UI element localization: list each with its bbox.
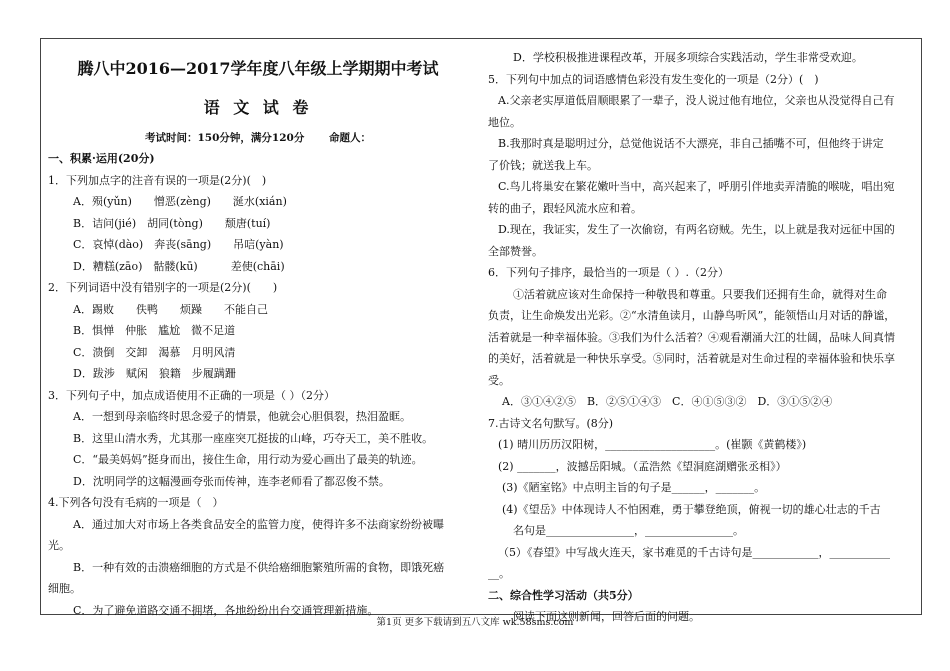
text-line: A．殒(yǔn) 憎恶(zèng) 涎水(xián) (73, 195, 287, 208)
text-line: ①活着就应该对生命保持一种敬畏和尊重。只要我们还拥有生命，就得对生命 (513, 287, 887, 301)
text-line: 名句是________________，________________。 (513, 524, 744, 537)
text-line: __。 (488, 567, 510, 580)
text-line: 阅读下面这则新闻，回答后面的问题。 (513, 610, 700, 623)
text-line: 受。 (488, 373, 510, 387)
text-line: B．诘问(jié) 胡同(tòng) 颓唐(tuí) (73, 216, 271, 230)
text-line: D．沈明同学的这幅漫画夸张而传神，连李老师看了都忍俊不禁。 (73, 474, 390, 488)
text-line: A．一想到母亲临终时思念爱子的情景，他就会心胆俱裂，热泪盈眶。 (73, 410, 411, 423)
text-line: A．③①④②⑤ B．②⑤①④③ C．④①⑤③② D．③①⑤②④ (502, 395, 833, 408)
text-line: A．踢败 佚鸭 烦躁 不能自己 (73, 302, 268, 316)
text-line: B．这里山清水秀，尤其那一座座突兀挺拔的山峰，巧夺天工，美不胜收。 (73, 431, 434, 445)
text-line: (4)《望岳》中体现诗人不怕困难，勇于攀登绝顶，俯视一切的雄心壮志的千古 (502, 502, 881, 516)
text-line: A.父亲老实厚道低眉顺眼累了一辈子，没人说过他有地位，父亲也从没觉得自己有 (498, 94, 895, 107)
right-column (488, 47, 908, 628)
text-line: 7.古诗文名句默写。(8分) (488, 416, 614, 430)
text-line: C．溃倒 交卸 渴慕 月明风清 (73, 345, 236, 359)
text-line: D．糟糕(zāo) 骷髅(kū) 差使(chāi) (73, 259, 285, 273)
text-line: 负责，让生命焕发出光彩。②“水清鱼读月，山静鸟听风”，能领悟山月对话的静谧， (488, 309, 896, 322)
text-line: D．跋涉 赋闲 狼籍 步履蹒跚 (73, 367, 236, 380)
text-line: A．通过加大对市场上各类食品安全的监管力度，使得许多不法商家纷纷被曝 (73, 517, 444, 531)
text-line: (3)《陋室铭》中点明主旨的句子是______，_______。 (502, 481, 766, 494)
exam-title: 腾八中2016—2017学年度八年级上学期期中考试 (77, 59, 439, 78)
text-line: D．学校积极推进课程改革，开展多项综合实践活动，学生非常受欢迎。 (513, 51, 863, 64)
text-line: D.现在，我证实，发生了一次偷窃，有两名窃贼。先生，以上就是我对远征中国的 (498, 223, 895, 236)
text-line: (1) 晴川历历汉阳树，____________________。(崔颢《黄鹤楼》) (498, 438, 807, 451)
text-line: C．为了避免道路交通不拥堵，各地纷纷出台交通管理新措施。 (73, 603, 379, 617)
text-line: 4.下列各句没有毛病的一项是（ ） (48, 496, 224, 509)
text-line: 全部赞誉。 (488, 244, 543, 258)
left-column (48, 148, 468, 621)
text-line: B．一种有效的击溃癌细胞的方式是不供给癌细胞繁殖所需的食物，即饿死癌 (73, 560, 445, 574)
text-line: 5．下列句中加点的词语感情色彩没有发生变化的一项是（2分）( ) (488, 72, 819, 86)
text-line: 光。 (48, 539, 70, 552)
text-line: 地位。 (488, 115, 521, 129)
text-line: (2) _______，波撼岳阳城。（孟浩然《望洞庭湖赠张丞相》） (498, 459, 787, 473)
exam-subtitle: 语 文 试 卷 (203, 98, 313, 117)
text-line: B.我那时真是聪明过分，总觉他说话不大漂亮，非自己插嘴不可，但他终于讲定 (498, 137, 884, 150)
text-line: 活着就是一种幸福体验。③我们为什么活着？④观看潮涌大江的壮阔，品味人间真情 (488, 330, 895, 344)
text-line: 二、综合性学习活动（共5分） (488, 588, 639, 602)
text-line: 1．下列加点字的注音有误的一项是(2分)( ) (48, 173, 267, 187)
text-line: C.鸟儿将巢安在繁花嫩叶当中，高兴起来了，呼朋引伴地卖弄清脆的喉咙，唱出宛 (498, 180, 895, 193)
text-line: （5）《春望》中写战火连天，家书难觅的千古诗句是____________，___________ (498, 545, 890, 559)
exam-info: 考试时间：150分钟，满分120分 命题人： (145, 132, 371, 144)
text-line: 细胞。 (48, 582, 81, 595)
text-line: 3．下列句子中，加点成语使用不正确的一项是（ ）（2分） (48, 388, 335, 402)
text-line: 6．下列句子排序，最恰当的一项是（ ）.（2分） (488, 266, 729, 279)
text-line: B．惧惮 仲胀 尴尬 微不足道 (73, 324, 236, 337)
text-line: 2．下列词语中没有错别字的一项是(2分)( ) (48, 281, 278, 294)
page-footer: 第1页 更多下载请到五八文库 wk.58sms.com (376, 617, 574, 628)
text-line: 的美好，活着就是一种快乐享受。⑤同时，活着就是对生命过程的幸福体验和快乐享 (488, 352, 895, 365)
text-line: 了价钱；就送我上车。 (488, 158, 598, 172)
text-line: 一、积累·运用(20分) (48, 152, 155, 165)
text-line: C．“最美妈妈”挺身而出，接住生命，用行动为爱心画出了最美的轨迹。 (73, 453, 423, 466)
text-line: C．哀悼(dào) 奔丧(sāng) 吊唁(yàn) (73, 238, 284, 251)
text-line: 转的曲子，跟轻风流水应和着。 (488, 201, 642, 215)
